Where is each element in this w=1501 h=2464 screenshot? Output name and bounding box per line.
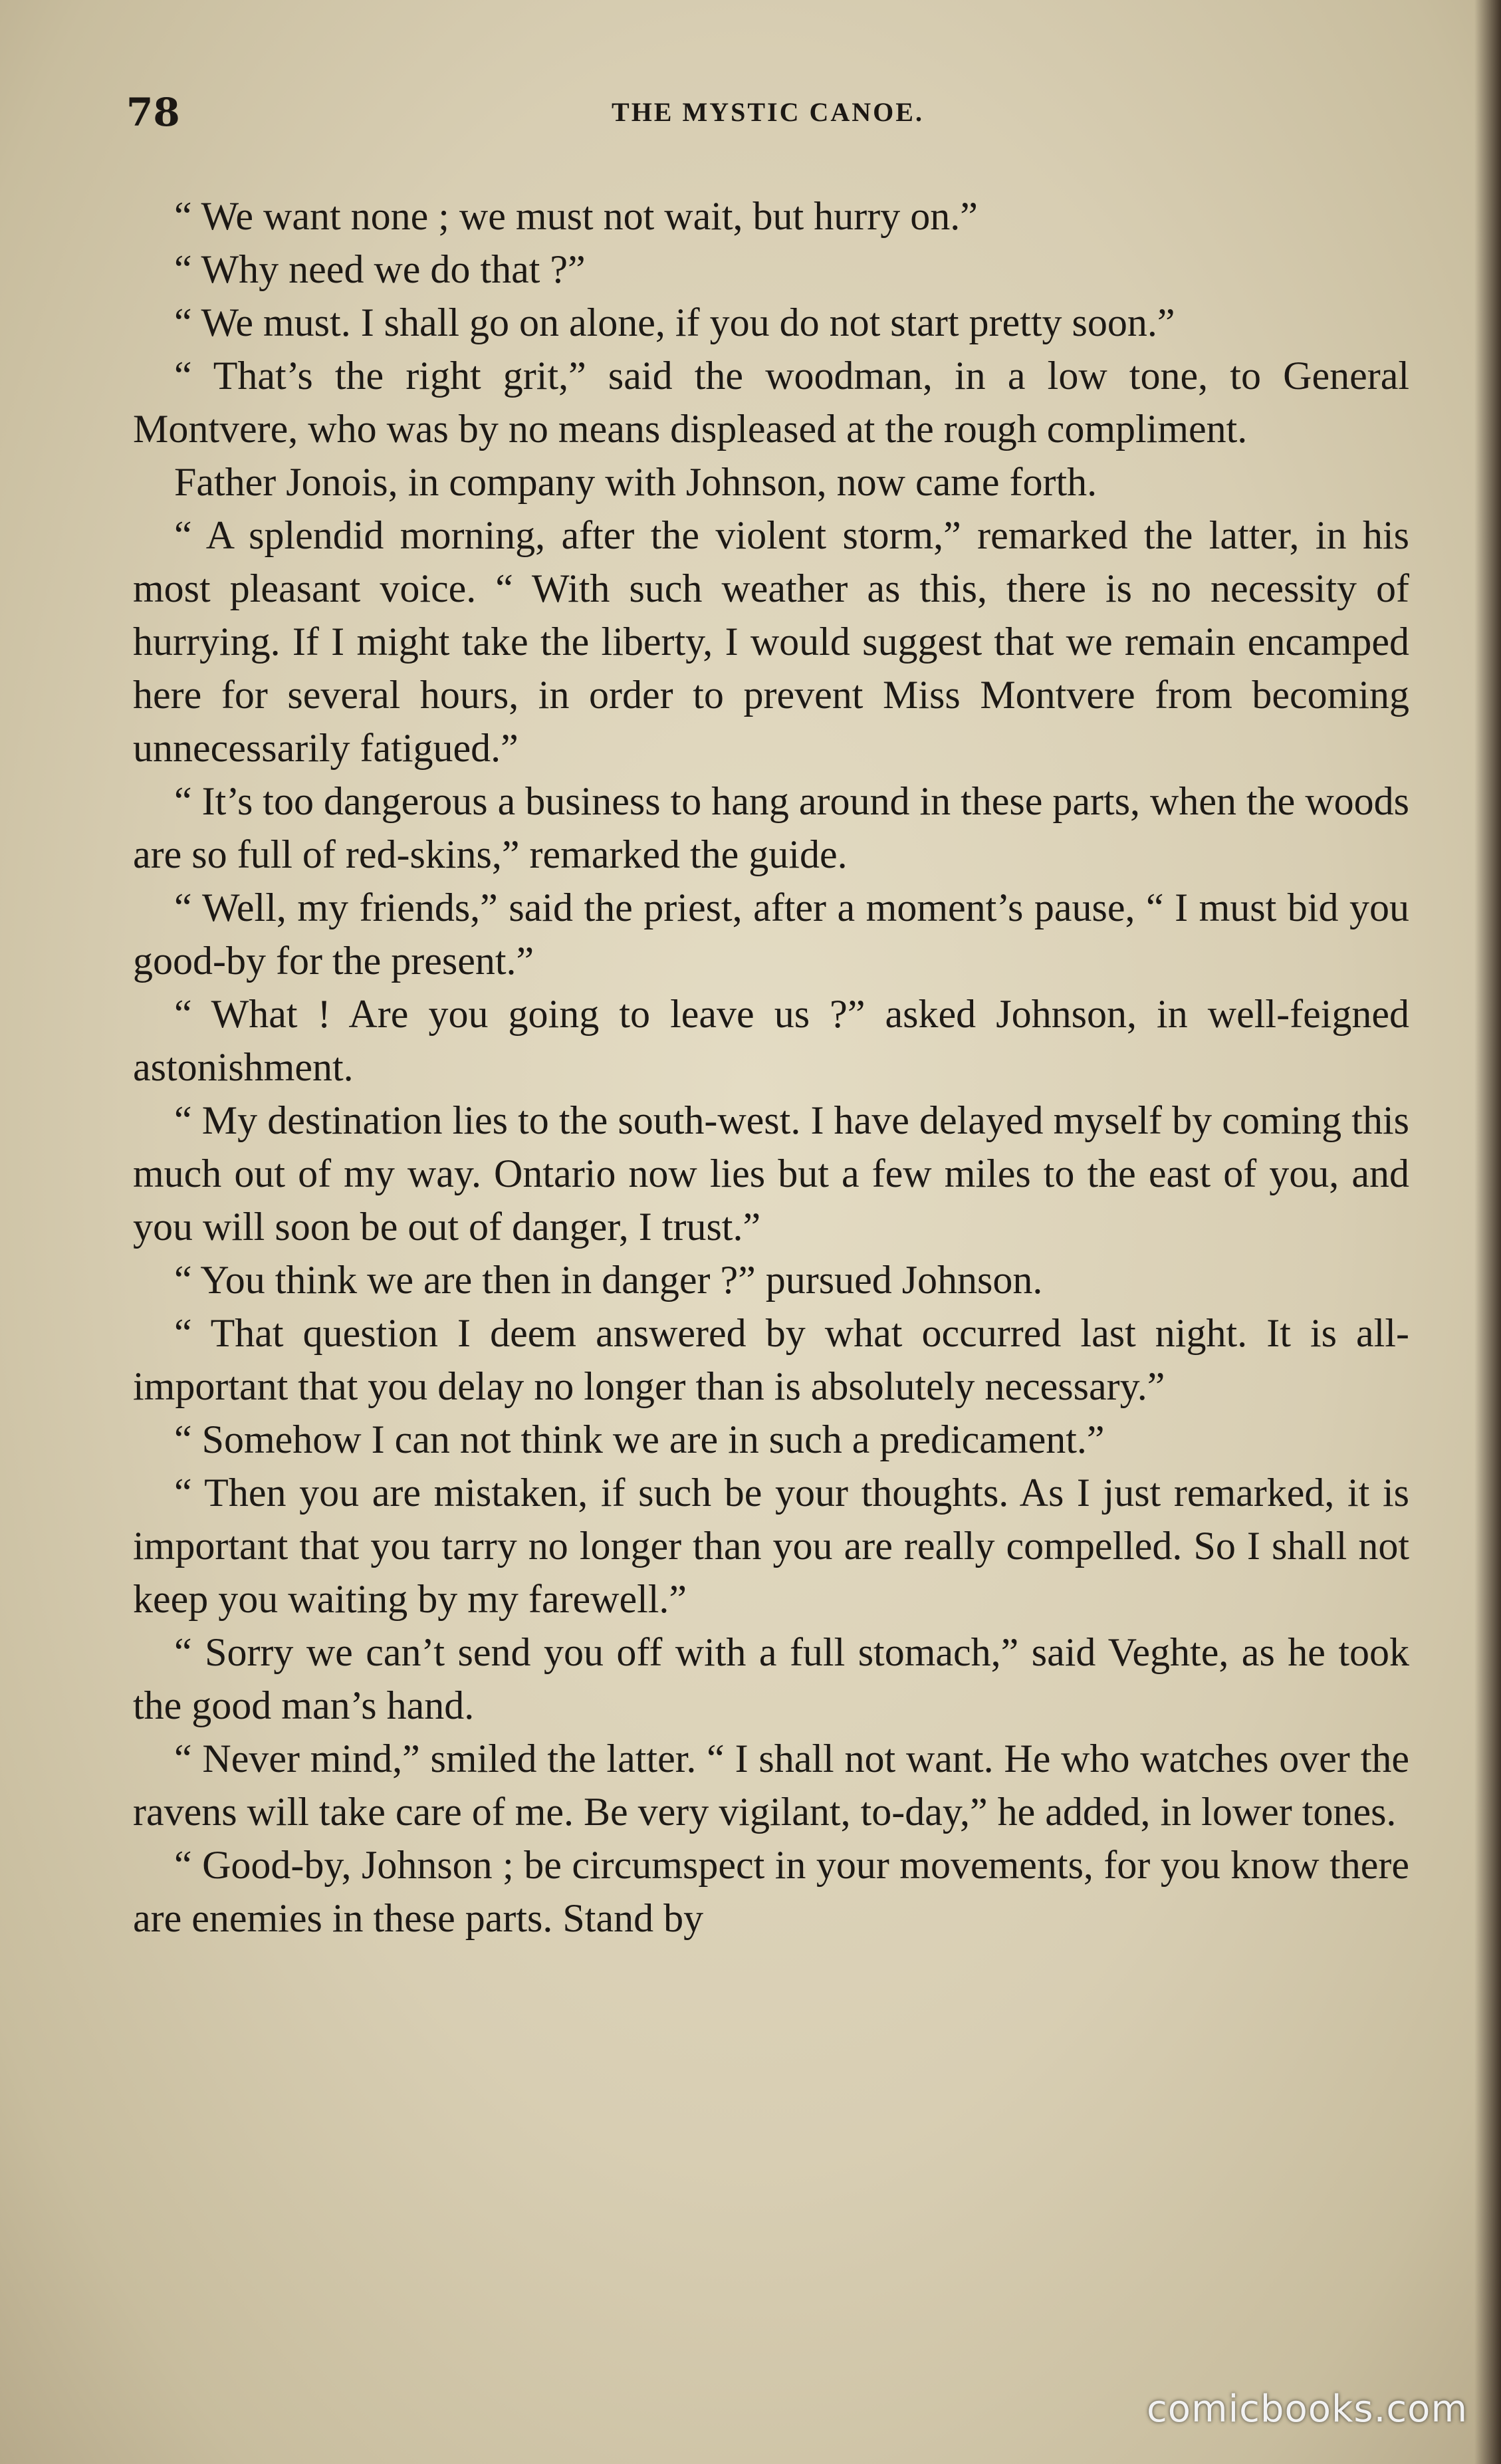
paragraph: “ You think we are then in danger ?” pursued Johnson. [174, 1258, 1043, 1302]
paragraph: “ Good-by, Johnson ; be circumspect in your movements, for you know there are enemies in these parts. Stand by [133, 1843, 1409, 1940]
page-edge-shadow [1474, 0, 1501, 2464]
paragraph: “ What ! Are you going to leave us ?” asked Johnson, in well-feigned astonishment. [133, 992, 1409, 1089]
paragraph: “ We must. I shall go on alone, if you do not start pretty soon.” [174, 301, 1175, 344]
paragraph: “ Then you are mistaken, if such be your thoughts. As I just remarked, it is important that you tarry no longer than you are really compelled. So I shall not keep you waiting by my farewell.” [133, 1471, 1409, 1621]
page-number: 78 [126, 90, 180, 135]
body-text [133, 189, 1409, 1945]
paragraph: “ That’s the right grit,” said the woodman, in a low tone, to General Montvere, who was by no means displeased at the rough compliment. [133, 354, 1409, 451]
paragraph: “ Well, my friends,” said the priest, after a moment’s pause, “ I must bid you good-by for the present.” [133, 886, 1409, 983]
running-title: THE MYSTIC CANOE. [612, 97, 924, 127]
paragraph: “ Never mind,” smiled the latter. “ I shall not want. He who watches over the ravens will take care of me. Be very vigilant, to-day,” he added, in lower tones. [133, 1737, 1409, 1834]
paragraph: “ A splendid morning, after the violent storm,” remarked the latter, in his most pleasant voice. “ With such weather as this, there is no necessity of hurrying. If I might take the liberty, I would suggest that we remain encamped here for several hours, in order to prevent Miss Montvere from becoming unnecessarily fatigued.” [133, 513, 1409, 770]
paragraph: Father Jonois, in company with Johnson, now came forth. [174, 460, 1097, 504]
paragraph: “ Sorry we can’t send you off with a full stomach,” said Veghte, as he took the good man’s hand. [133, 1630, 1409, 1727]
paragraph: “ It’s too dangerous a business to hang around in these parts, when the woods are so full of red-skins,” remarked the guide. [133, 779, 1409, 876]
paragraph: “ My destination lies to the south-west. I have delayed myself by coming this much out of my way. Ontario now lies but a few miles to the east of you, and you will soon be out of danger, I trust.” [133, 1098, 1409, 1249]
paragraph: “ Somehow I can not think we are in such a predicament.” [174, 1417, 1105, 1461]
page-header [126, 90, 1409, 143]
paragraph: “ That question I deem answered by what occurred last night. It is all-important that you delay no longer than is absolutely necessary.” [133, 1311, 1409, 1408]
paragraph: “ We want none ; we must not wait, but hurry on.” [174, 194, 978, 238]
watermark-text: comicbooks.com [1146, 2388, 1468, 2431]
paragraph: “ Why need we do that ?” [174, 247, 586, 291]
